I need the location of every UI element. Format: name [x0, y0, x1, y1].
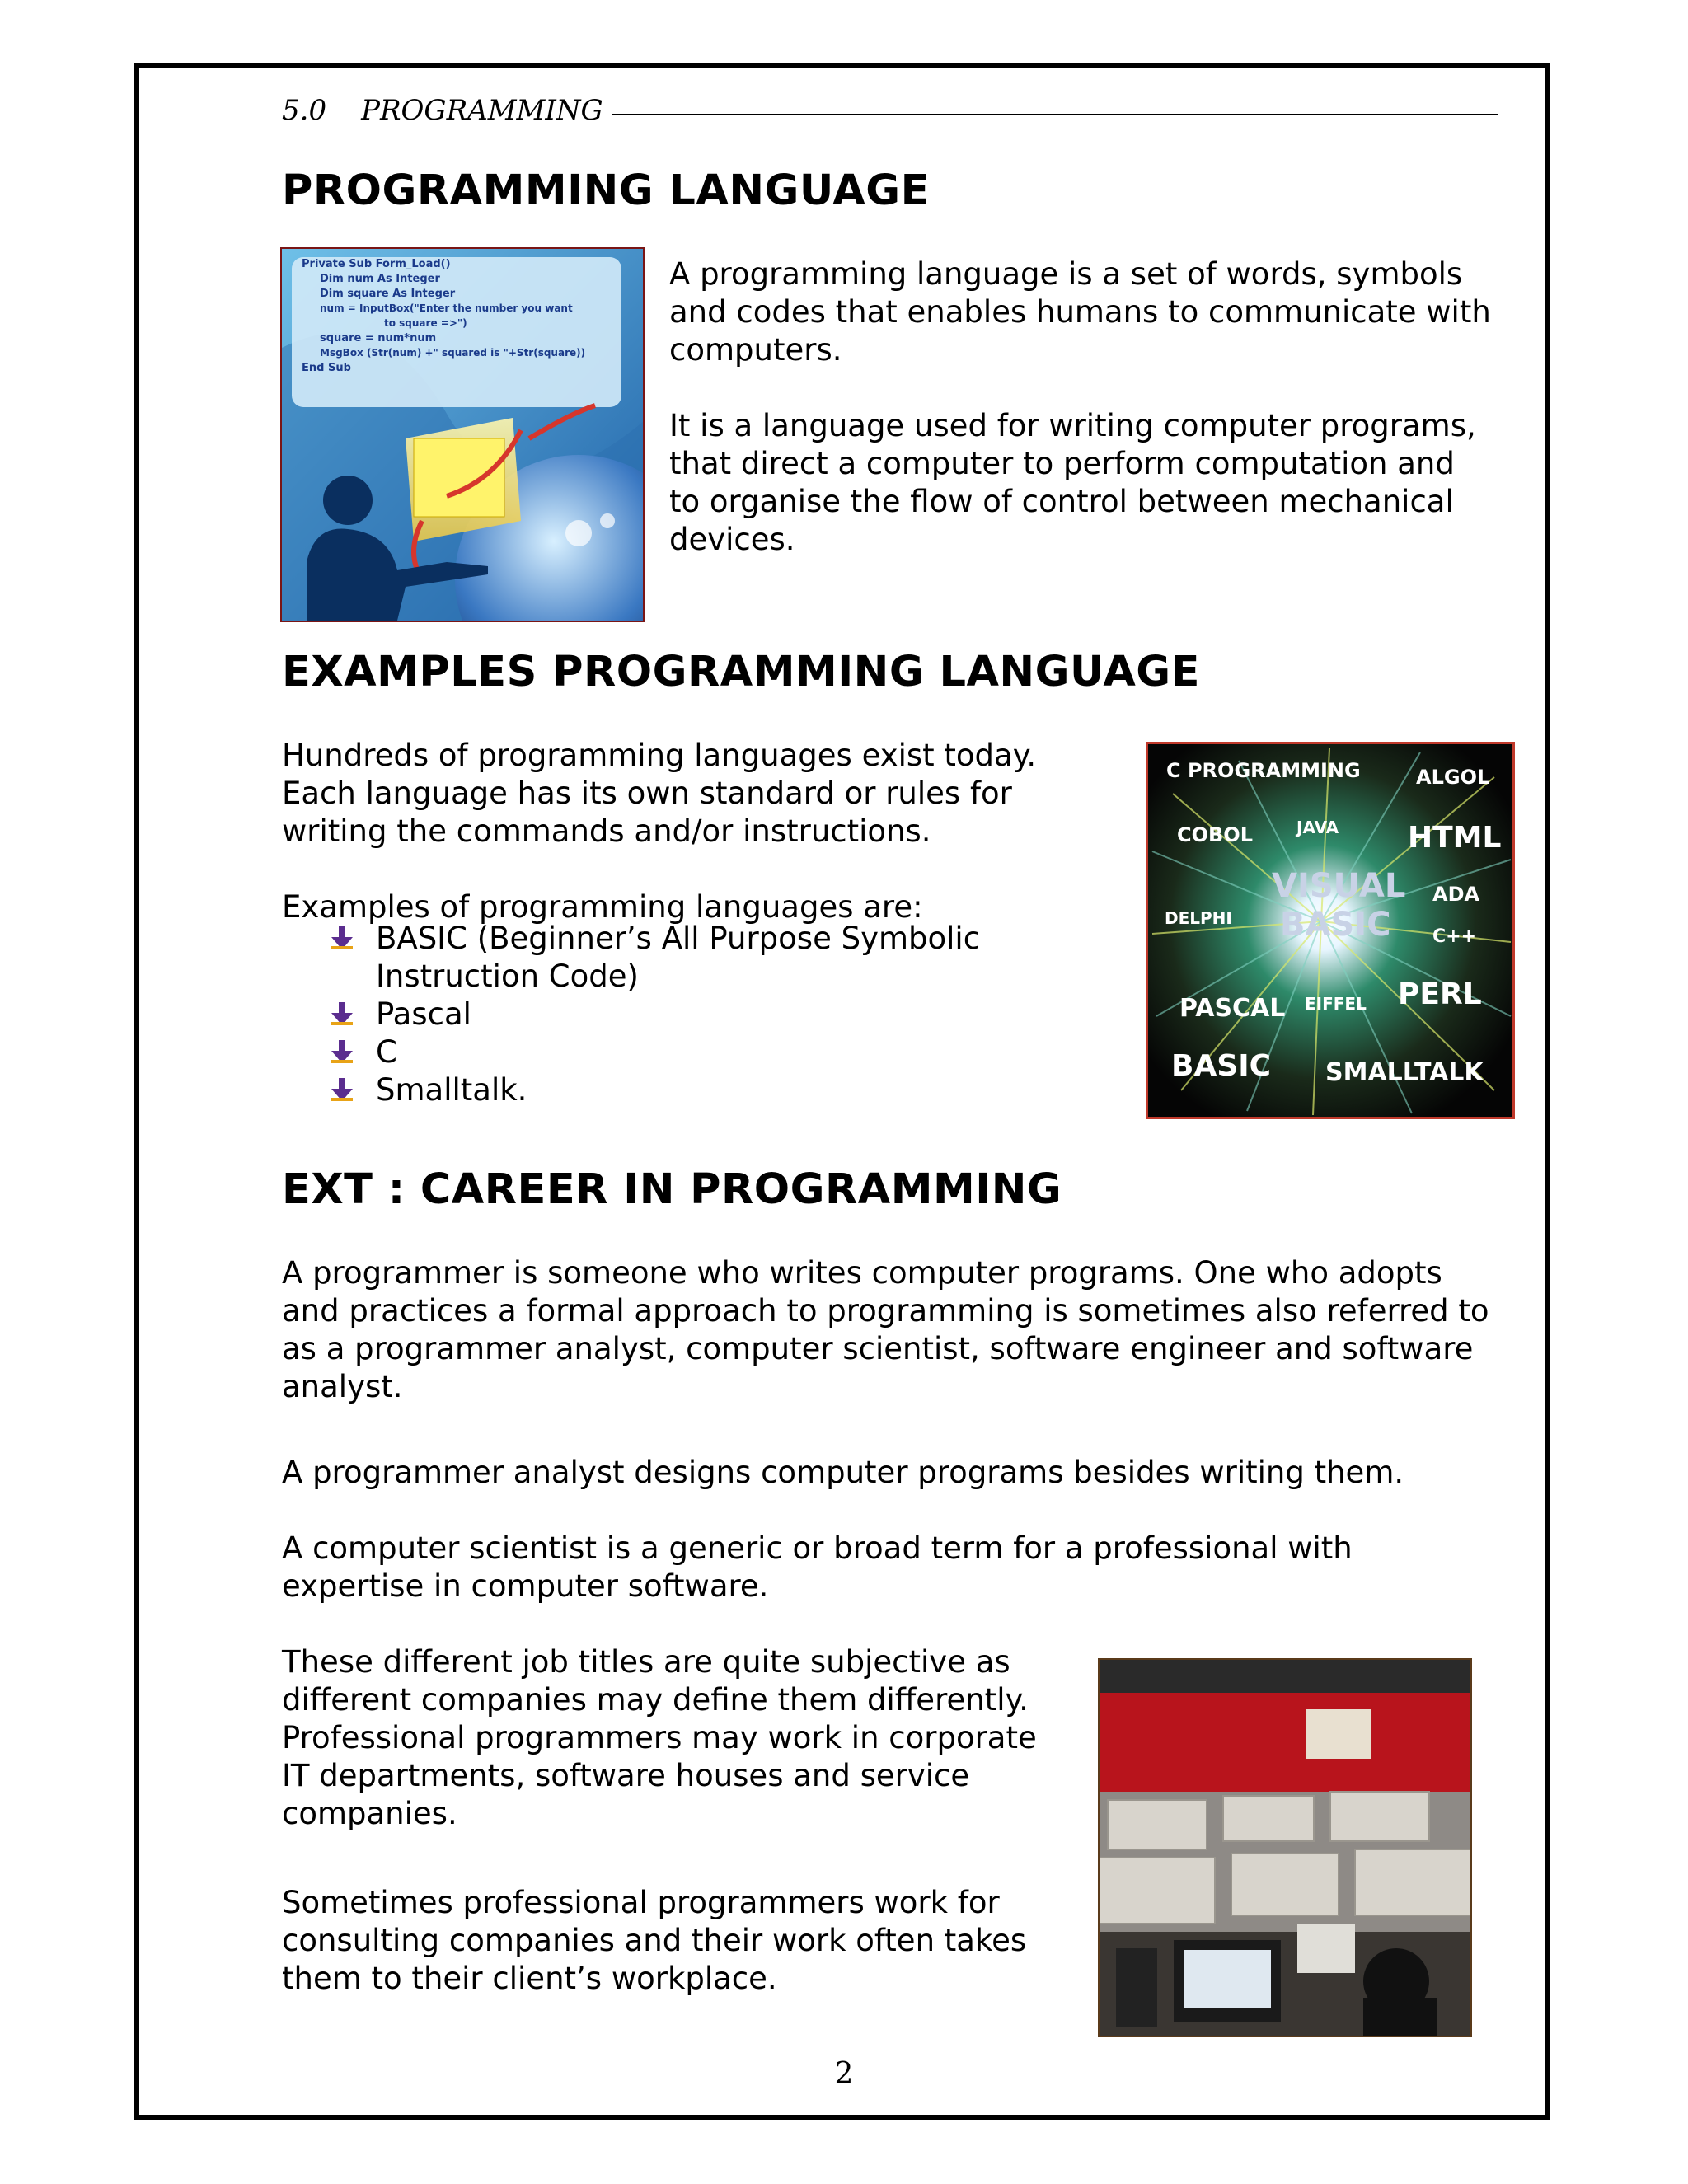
arrow-bullet-icon [330, 1033, 376, 1071]
code-line-3: Dim square As Integer [320, 288, 456, 300]
section1-paragraph-1: A programming language is a set of words, symbols and codes that enables humans to communicate with computers. [669, 256, 1491, 368]
list-item [330, 1033, 1002, 1071]
arrow-bullet-icon [330, 920, 376, 958]
arrow-bullet-icon [330, 996, 376, 1033]
programmer-illustration-art [282, 249, 643, 621]
page-number: 2 [834, 2057, 854, 2091]
section3-paragraph-5: Sometimes professional programmers work for consulting companies and their work often takes them to their client’s workplace. [282, 1885, 1027, 1996]
collage-word: C PROGRAMMING [1166, 759, 1361, 782]
collage-word: JAVA [1296, 818, 1339, 837]
code-line-2: Dim num As Integer [320, 273, 440, 285]
code-line-7: MsgBox (Str(num) +" squared is "+Str(square)) [320, 347, 586, 359]
chapter-header [282, 94, 603, 127]
collage-word: HTML [1408, 821, 1502, 855]
code-line-5: to square =>") [384, 317, 467, 329]
section2-paragraph-1: Hundreds of programming languages exist today. Each language has its own standard or rules for writing the commands and/or instructions. [282, 738, 1037, 849]
collage-word: ADA [1432, 883, 1480, 906]
section3-paragraph-3: A computer scientist is a generic or broad term for a professional with expertise in computer software. [282, 1530, 1353, 1604]
collage-word: SMALLTALK [1325, 1058, 1484, 1087]
list-item-text: BASIC (Beginner’s All Purpose Symbolic Instruction Code) [376, 921, 981, 994]
collage-word: PASCAL [1179, 994, 1286, 1023]
list-item-text: Smalltalk. [376, 1072, 528, 1108]
languages-collage-image [1146, 742, 1515, 1119]
list-item [330, 1071, 1002, 1109]
code-line-1: Private Sub Form_Load() [302, 258, 451, 270]
section1-paragraph-2: It is a language used for writing computer programs, that direct a computer to perform computation and to organise the flow of control between mechanical devices. [669, 408, 1476, 557]
list-item [330, 996, 1002, 1033]
section-heading-examples: EXAMPLES PROGRAMMING LANGUAGE [282, 648, 1200, 696]
list-item-text: C [376, 1034, 397, 1070]
office-photo-art [1100, 1660, 1470, 2036]
programmer-illustration [280, 247, 645, 622]
code-line-6: square = num*num [320, 332, 437, 344]
language-list [330, 920, 1002, 1109]
section3-paragraph-1: A programmer is someone who writes computer programs. One who adopts and practices a formal approach to programming is sometimes also referred to as a programmer analyst, computer scientist, software engineer and software analyst. [282, 1255, 1489, 1404]
list-item [330, 920, 1002, 996]
collage-word: BASIC [1171, 1049, 1272, 1083]
languages-collage-art [1148, 744, 1512, 1117]
section-heading-programming-language: PROGRAMMING LANGUAGE [282, 166, 930, 215]
section3-paragraph-4: These different job titles are quite subjective as different companies may define them differently. Professional programmers may work in corporate IT departments, software houses and service companies. [282, 1644, 1037, 1831]
section3-paragraph-2: A programmer analyst designs computer programs besides writing them. [282, 1455, 1404, 1490]
collage-word: EIFFEL [1305, 994, 1367, 1014]
office-photo [1098, 1658, 1472, 2037]
header-rule [612, 114, 1498, 115]
collage-word: COBOL [1177, 823, 1254, 846]
section2-paragraph-2: Examples of programming languages are: [282, 889, 923, 925]
code-line-8: End Sub [302, 362, 351, 374]
collage-word: BASIC [1280, 906, 1391, 944]
arrow-bullet-icon [330, 1071, 376, 1109]
section-heading-career: EXT : CAREER IN PROGRAMMING [282, 1165, 1062, 1214]
collage-word: C++ [1432, 926, 1477, 947]
collage-word: ALGOL [1416, 766, 1490, 789]
chapter-title: PROGRAMMING [361, 94, 603, 127]
code-line-4: num = InputBox("Enter the number you want [320, 302, 573, 314]
collage-word: PERL [1398, 977, 1482, 1011]
collage-word: DELPHI [1165, 908, 1232, 928]
collage-word: VISUAL [1272, 867, 1406, 905]
chapter-number: 5.0 [282, 94, 327, 127]
list-item-text: Pascal [376, 996, 471, 1032]
